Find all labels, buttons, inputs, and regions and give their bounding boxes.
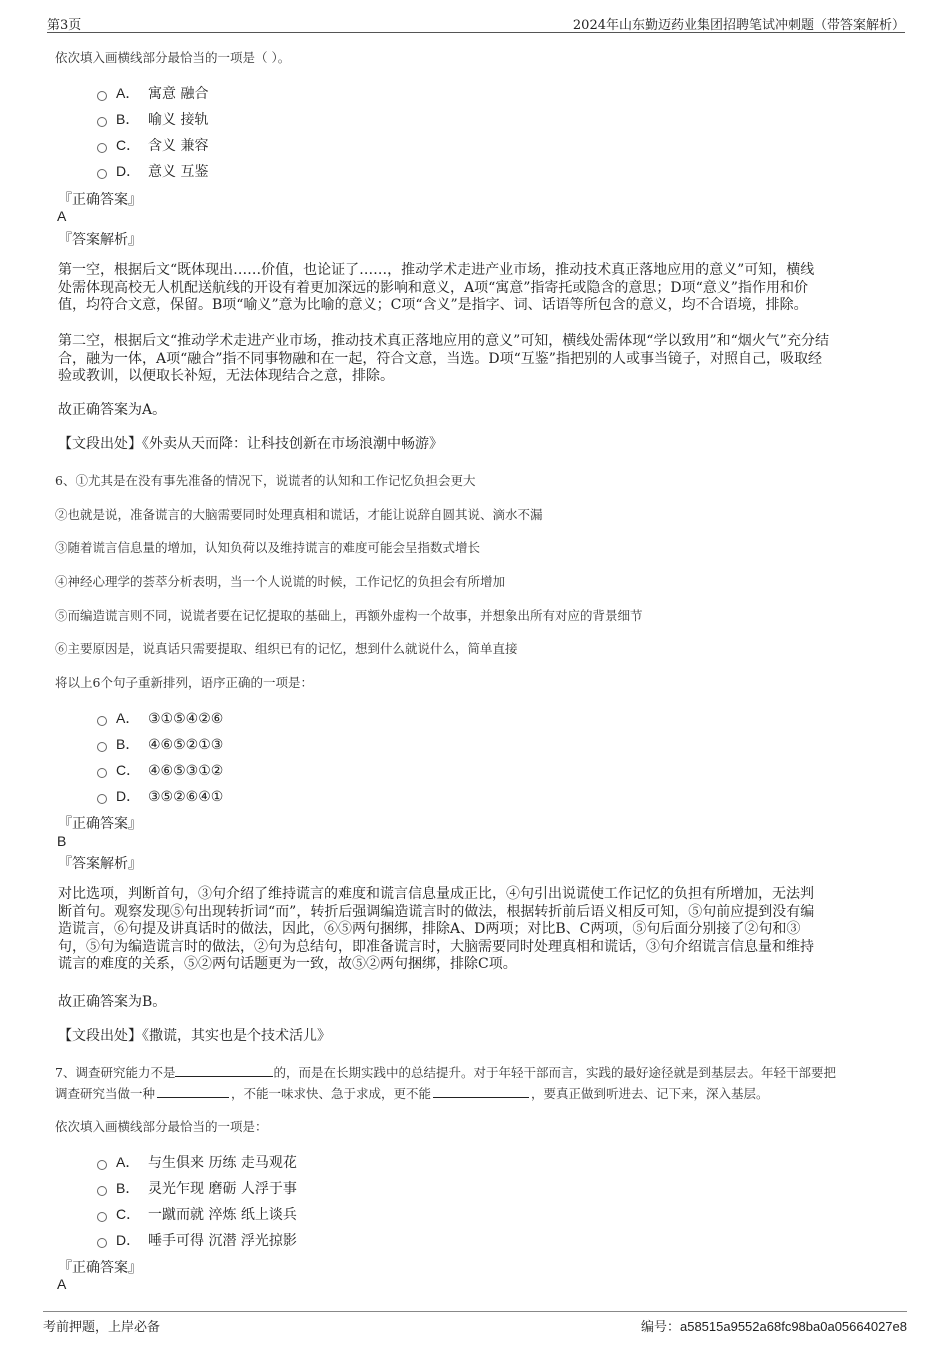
q5-option-d[interactable]: D． 意义 互鉴 [97, 161, 208, 179]
footer-slogan: 考前押题，上岸必备 [43, 1320, 161, 1335]
q6-source: 【文段出处】《撒谎，其实也是个技术活儿》 [58, 1028, 331, 1044]
q6-prompt: 将以上6个句子重新排列，语序正确的一项是： [55, 675, 313, 690]
q6-answer-label: 『正确答案』 [58, 816, 142, 832]
q5-source: 【文段出处】《外卖从天而降：让科技创新在市场浪潮中畅游》 [58, 436, 443, 452]
radio-icon[interactable] [97, 716, 107, 726]
q5-answer: A [57, 208, 67, 224]
q5-answer-label: 『正确答案』 [58, 192, 142, 208]
q7-blank-2 [157, 1085, 229, 1098]
q7-blank-1 [175, 1064, 273, 1077]
radio-icon[interactable] [97, 768, 107, 778]
q6-sentence-6: ⑥主要原因是，说真话只需要提取、组织已有的记忆，想到什么就说什么，简单直接 [55, 641, 518, 656]
q6-sentence-1: 6、①尤其是在没有事先准备的情况下，说谎者的认知和工作记忆负担会更大 [55, 473, 476, 488]
q6-analysis-paragraph: 对比选项，判断首句，③句介绍了维持谎言的难度和谎言信息量成正比，④句引出说谎使工作记忆的负担有所增加，无法判 断首句。观察发现⑤句出现转折词“而”，转折后强调编造谎言时的做法，根据转折前后语义相反可知，⑤句前应提到没有编 造谎言，⑥句提及讲真话时的做法，因此，⑥⑤两句捆绑，排除A、D两项；对比B、C两项，⑤句后面分别接了②句和③ 句，⑤句为编造谎言时的做法，②句为总结句，即准备谎言时，大脑需要同时处理真相和谎话，③句介绍谎言信息量和维持 谎言的难度的关系，⑤②两句话题更为一致，故⑤②两句捆绑，排除C项。 [58, 886, 815, 972]
q5-analysis-label: 『答案解析』 [58, 232, 142, 248]
q5-prompt: 依次填入画横线部分最恰当的一项是（ ）。 [55, 50, 291, 65]
radio-icon[interactable] [97, 742, 107, 752]
page-footer [43, 1311, 907, 1336]
q6-sentence-4: ④神经心理学的荟萃分析表明，当一个人说谎的时候，工作记忆的负担会有所增加 [55, 574, 506, 589]
radio-icon[interactable] [97, 143, 107, 153]
q6-option-a[interactable]: A． ③①⑤④②⑥ [97, 708, 223, 726]
q6-option-c[interactable]: C． ④⑥⑤③①② [97, 760, 223, 778]
q6-answer: B [57, 833, 67, 849]
document-id: 编号：a58515a9552a68fc98ba0a05664027e8 [640, 1319, 907, 1334]
radio-icon[interactable] [97, 169, 107, 179]
page-number: 第3页 [47, 18, 82, 33]
radio-icon[interactable] [97, 1186, 107, 1196]
radio-icon[interactable] [97, 794, 107, 804]
q7-option-a[interactable]: A． 与生俱来 历练 走马观花 [97, 1152, 297, 1170]
q6-sentence-5: ⑤而编造谎言则不同，说谎者要在记忆提取的基础上，再额外虚构一个故事，并想象出所有对应的背景细节 [55, 608, 643, 623]
q7-answer: A [57, 1276, 67, 1292]
q5-conclusion: 故正确答案为A。 [58, 402, 167, 418]
radio-icon[interactable] [97, 1160, 107, 1170]
q7-prompt: 依次填入画横线部分最恰当的一项是： [55, 1119, 268, 1134]
q5-analysis-paragraph-2: 第二空，根据后文“推动学术走进产业市场，推动技术真正落地应用的意义”可知，横线处需体现“学以致用”和“烟火气”充分结 合，融为一体，A项“融合”指不同事物融和在一起，符合文意，当选。D项“互鉴”指把别的人或事当镜子，对照自己，吸取经 验或教训，以便取长补短，无法体现结合之意，排除。 [58, 333, 829, 384]
q7-option-b[interactable]: B． 灵光乍现 磨砺 人浮于事 [97, 1178, 297, 1196]
q7-stem-line-2: 调查研究当做一种 ，不能一味求快、急于求成，更不能 ，要真正做到听进去、记下来，深入基层。 [55, 1086, 769, 1101]
q7-option-c[interactable]: C． 一蹴而就 淬炼 纸上谈兵 [97, 1204, 297, 1222]
q5-option-c[interactable]: C． 含义 兼容 [97, 135, 208, 153]
q6-sentence-3: ③随着谎言信息量的增加，认知负荷以及维持谎言的难度可能会呈指数式增长 [55, 540, 481, 555]
q6-option-d[interactable]: D． ③⑤②⑥④① [97, 786, 223, 804]
q6-option-b[interactable]: B． ④⑥⑤②①③ [97, 734, 223, 752]
q7-option-d[interactable]: D． 唾手可得 沉潜 浮光掠影 [97, 1230, 297, 1248]
q6-analysis-label: 『答案解析』 [58, 856, 142, 872]
radio-icon[interactable] [97, 91, 107, 101]
q6-sentence-2: ②也就是说，准备谎言的大脑需要同时处理真相和谎话，才能让说辞自圆其说、滴水不漏 [55, 507, 543, 522]
q5-analysis-paragraph-1: 第一空，根据后文“既体现出……价值，也论证了……，推动学术走进产业市场，推动技术真正落地应用的意义”可知，横线 处需体现高校无人机配送航线的开设有着更加深远的影响和意义，A项“寓意”指寄托或隐含的意思；D项“意义”指作用和价 值，均符合文意，保留。B项“喻义”意为比喻的意义；C项“含义”是指字、词、话语等所包含的意义，均不合语境，排除。 [58, 262, 815, 313]
radio-icon[interactable] [97, 1238, 107, 1248]
q6-conclusion: 故正确答案为B。 [58, 994, 167, 1010]
radio-icon[interactable] [97, 1212, 107, 1222]
q5-option-b[interactable]: B． 喻义 接轨 [97, 109, 208, 127]
q7-blank-3 [433, 1085, 529, 1098]
radio-icon[interactable] [97, 117, 107, 127]
q5-option-a[interactable]: A． 寓意 融合 [97, 83, 208, 101]
q7-answer-label: 『正确答案』 [58, 1260, 142, 1276]
document-title: 2024年山东勤迈药业集团招聘笔试冲刺题（带答案解析） [572, 18, 905, 33]
q7-stem-line-1: 7、调查研究能力不是 的，而是在长期实践中的总结提升。对于年轻干部而言，实践的最好途径就是到基层去。年轻干部要把 [55, 1065, 836, 1080]
page-header [47, 12, 905, 33]
